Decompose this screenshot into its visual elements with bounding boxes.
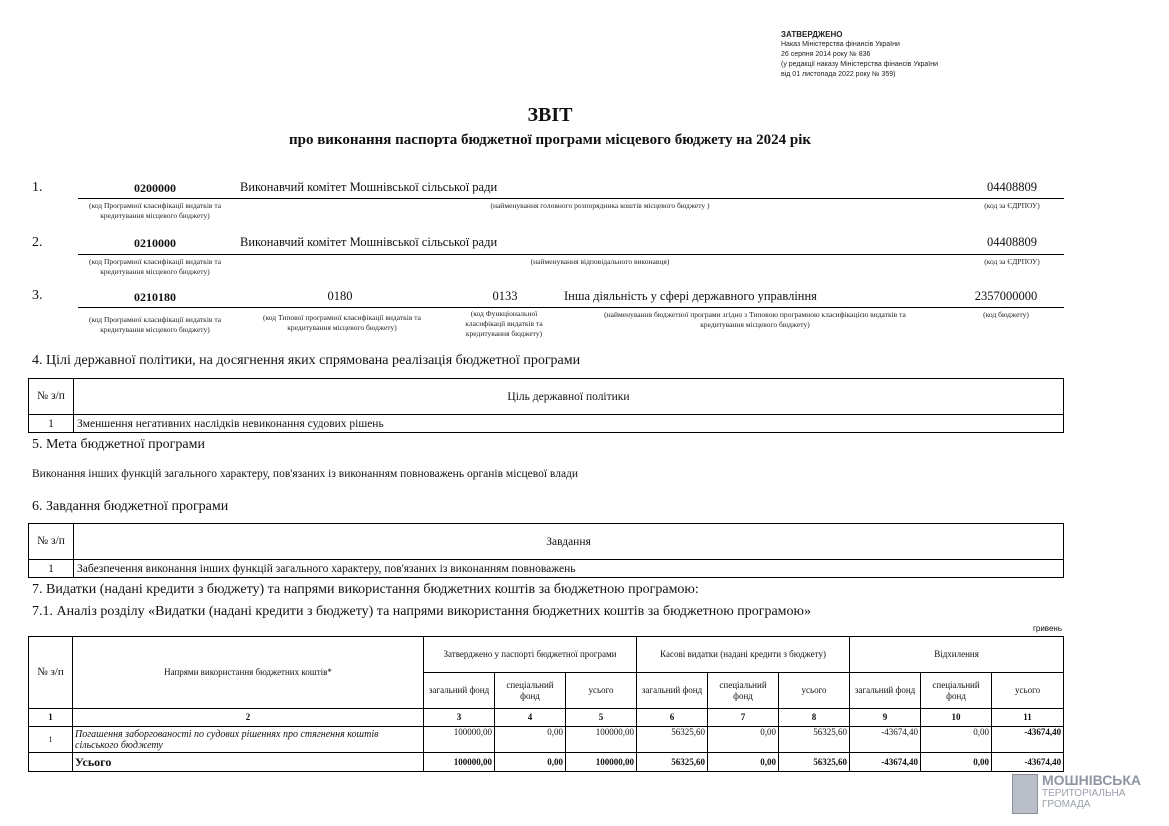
row3-typical-code: 0180 [327,289,353,303]
col-header-no: № з/п [29,379,74,415]
approval-block [781,30,938,80]
row1-edrpou-caption: (код за ЄДРПОУ) [984,201,1040,210]
col-header-general: загальний фонд [637,673,708,709]
deviation-general: -43674,40 [850,727,921,753]
col-header-special: спеціальний фонд [495,673,566,709]
column-number: 9 [850,709,921,727]
tasks-table [28,523,1064,578]
table-row [29,415,1064,433]
row2-number: 2. [32,235,43,250]
col-header-no: № з/п [29,524,74,560]
col-header-special: спеціальний фонд [708,673,779,709]
row1-name: Виконавчий комітет Мошнівської сільської ради [240,180,498,194]
community-logo [1012,772,1152,816]
row3-name-caption: (найменування бюджетної програми згідно з Типовою програмною класифікацією видатків та кредитування місцевого бюджету) [604,310,906,329]
cash-total: 56325,60 [779,727,850,753]
goals-table [28,378,1064,433]
column-number: 1 [29,709,73,727]
table-row [29,560,1064,578]
total-row [29,753,1064,772]
row1-code-caption: (код Програмної класифікації видатків та кредитування місцевого бюджету) [88,201,222,220]
total-deviation-special: 0,00 [921,753,992,772]
unit-label: гривень [1032,624,1062,633]
col-header-no: № з/п [29,637,73,709]
row2-name: Виконавчий комітет Мошнівської сільської ради [240,235,498,249]
logo-line2-text: ТЕРИТОРІАЛЬНА [1042,788,1126,799]
logo-line1: МОШНІВСЬКА [1042,772,1142,788]
table-row [29,727,1064,753]
approval-line: від 01 листопада 2022 року № 359) [781,71,896,78]
row3-budget-code: 2357000000 [974,289,1038,303]
row-no: 1 [29,727,73,753]
total-cash-special: 0,00 [708,753,779,772]
total-deviation-general: -43674,40 [850,753,921,772]
col-header-goal: Ціль державної політики [74,379,1064,415]
cash-general: 56325,60 [637,727,708,753]
row1-edrpou: 04408809 [987,180,1037,194]
col-header-total: усього [779,673,850,709]
column-number: 6 [637,709,708,727]
deviation-special: 0,00 [921,727,992,753]
report-subtitle: про виконання паспорта бюджетної програми місцевого бюджету на 2024 рік [288,132,812,148]
column-number: 10 [921,709,992,727]
section6-heading: 6. Завдання бюджетної програми [32,499,229,514]
row3-functional-caption: (код Функціональної класифікації видатків та кредитування бюджету) [465,309,543,338]
row2-code: 0210000 [134,236,176,250]
row3-underline [78,307,1064,308]
column-number: 11 [992,709,1064,727]
logo-line3-text: ГРОМАДА [1042,799,1091,810]
column-number: 7 [708,709,779,727]
total-cash-total: 56325,60 [779,753,850,772]
column-number: 4 [495,709,566,727]
total-approved-special: 0,00 [495,753,566,772]
row2-edrpou: 04408809 [987,235,1037,249]
section7-1-heading: 7.1. Аналіз розділу «Видатки (надані кредити з бюджету) та напрями використання бюджетних коштів за бюджетною програмою» [32,604,812,619]
row1-code: 0200000 [134,181,176,195]
row3-code-caption: (код Програмної класифікації видатків та кредитування місцевого бюджету) [88,315,222,334]
column-number-row [29,709,1064,727]
total-cash-general: 56325,60 [637,753,708,772]
row1-number: 1. [32,180,43,195]
deviation-total: -43674,40 [992,727,1064,753]
column-number: 3 [424,709,495,727]
expenditure-table [28,636,1064,772]
row2-code-caption: (код Програмної класифікації видатків та кредитування місцевого бюджету) [88,257,222,276]
col-header-task: Завдання [74,524,1064,560]
row2-edrpou-caption: (код за ЄДРПОУ) [984,257,1040,266]
column-number: 8 [779,709,850,727]
cash-special: 0,00 [708,727,779,753]
row1-name-caption: (найменування головного розпорядника коштів місцевого бюджету ) [490,201,710,210]
col-header-approved: Затверджено у паспорті бюджетної програми [424,637,637,673]
total-label: Усього [73,753,424,772]
row3-name: Інша діяльність у сфері державного управління [564,289,817,303]
col-header-special: спеціальний фонд [921,673,992,709]
row-direction: Погашення заборгованості по судових рішеннях про стягнення коштів сільського бюджету [73,727,424,753]
trident-icon [1012,774,1038,814]
approved-general: 100000,00 [424,727,495,753]
row3-functional-code: 0133 [492,289,518,303]
col-header-general: загальний фонд [424,673,495,709]
col-header-total: усього [992,673,1064,709]
column-number: 2 [73,709,424,727]
total-approved-general: 100000,00 [424,753,495,772]
approved-total: 100000,00 [566,727,637,753]
col-header-total: усього [566,673,637,709]
report-title: ЗВІТ [527,104,573,126]
total-deviation-total: -43674,40 [992,753,1064,772]
row-text: Забезпечення виконання інших функцій загального характеру, пов'язаних із виконанням повноважень [74,560,1064,578]
row-no: 1 [29,415,74,433]
col-header-deviation: Відхилення [850,637,1064,673]
section5-heading: 5. Мета бюджетної програми [32,437,205,452]
approval-line: 26 серпня 2014 року № 836 [781,51,871,58]
column-number: 5 [566,709,637,727]
row3-budget-caption: (код бюджету) [983,310,1029,319]
row2-underline [78,254,1064,255]
section7-heading: 7. Видатки (надані кредити з бюджету) та напрями використання бюджетних коштів за бюджетною програмою: [32,582,699,597]
row-text: Зменшення негативних наслідків невиконання судових рішень [74,415,1064,433]
logo-line2 [1042,788,1125,810]
row3-code: 0210180 [134,290,176,304]
total-row-no [29,753,73,772]
section4-heading: 4. Цілі державної політики, на досягнення яких спрямована реалізація бюджетної програми [32,353,581,368]
approval-line: Наказ Міністерства фінансів України [781,41,900,48]
col-header-direction: Напрями використання бюджетних коштів* [73,637,424,709]
col-header-general: загальний фонд [850,673,921,709]
row2-name-caption: (найменування відповідального виконавця) [530,257,670,266]
row-no: 1 [29,560,74,578]
row3-number: 3. [32,288,43,303]
col-header-cash: Касові видатки (надані кредити з бюджету) [637,637,850,673]
approval-line: (у редакції наказу Міністерства фінансів України [781,61,939,68]
approval-title: ЗАТВЕРДЖЕНО [781,30,843,39]
approved-special: 0,00 [495,727,566,753]
total-approved-total: 100000,00 [566,753,637,772]
section5-text: Виконання інших функцій загального характеру, пов'язаних із виконанням повноважень органів місцевої влади [32,468,579,480]
row3-typical-caption: (код Типової програмної класифікації видатків та кредитування місцевого бюджету) [262,313,422,332]
row1-underline [78,198,1064,199]
